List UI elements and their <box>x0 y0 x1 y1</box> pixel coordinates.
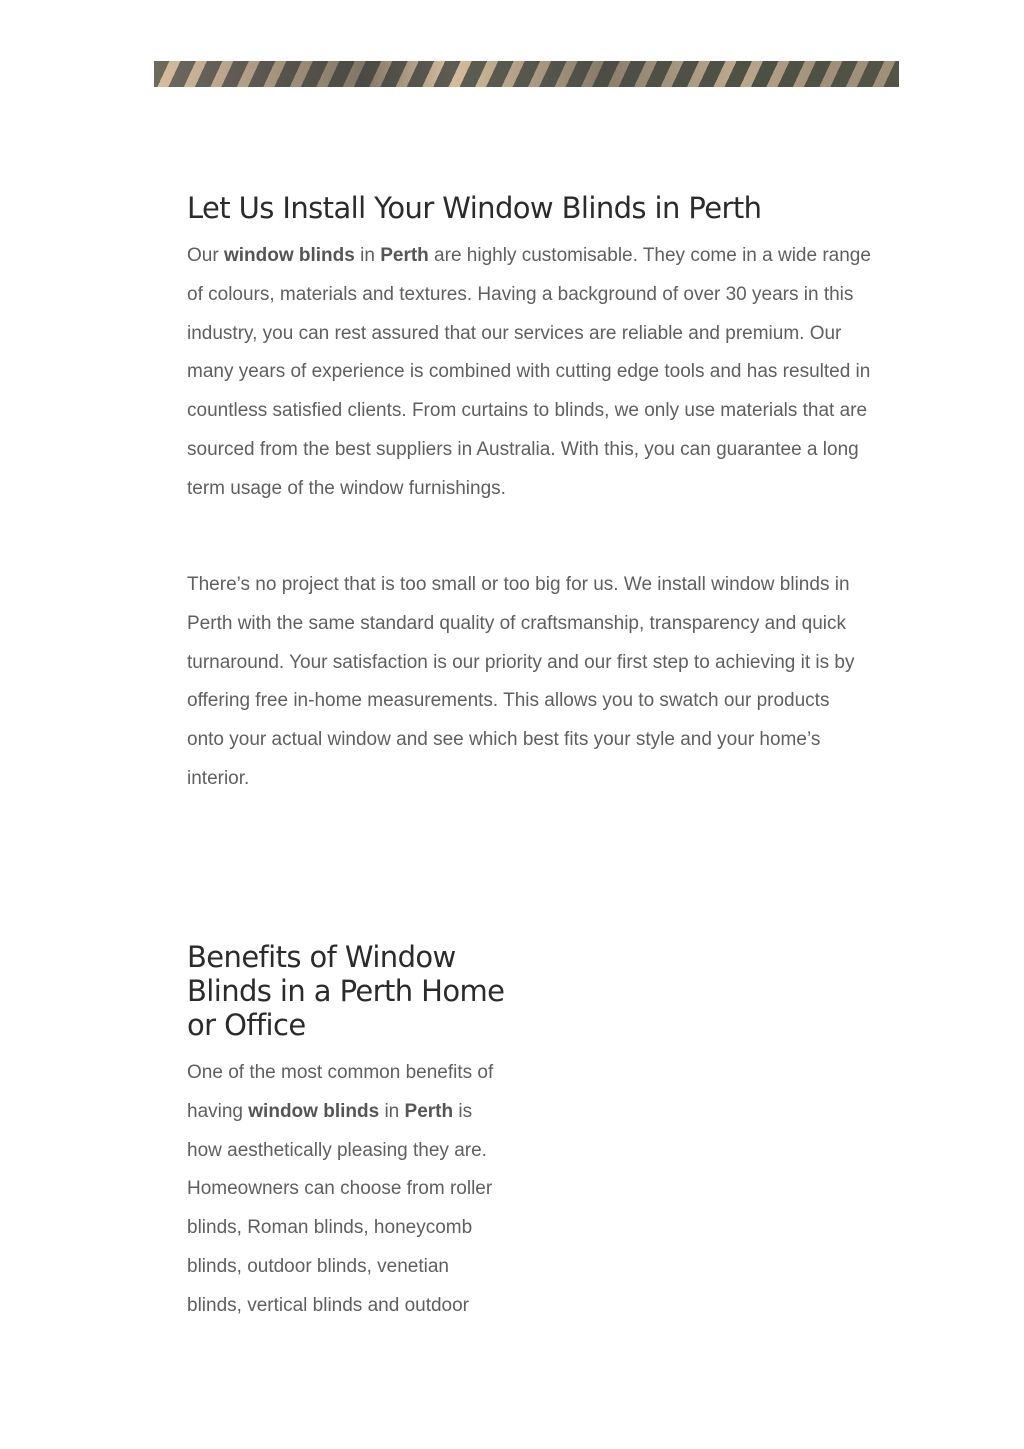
benefits-paragraph <box>187 1054 499 1326</box>
benefits-section-heading: Benefits of Window Blinds in a Perth Home or Office <box>187 940 505 1042</box>
install-paragraph-1-text-c: are highly customisable. They come in a wide range of colours, materials and textures. Having a background of over 30 years in this industry, you can rest assured that our services are reliable and premium. Our many years of experience is combined with cutting edge tools and has resulted in countless satisfied clients. From curtains to blinds, we only use materials that are sourced from the best suppliers in Australia. With this, you can guarantee a long term usage of the window furnishings. <box>187 245 871 499</box>
install-paragraph-1-keyword-perth: Perth <box>380 245 429 266</box>
benefits-paragraph-text-a: One of the most common benefits of having <box>187 1062 494 1122</box>
hero-banner-shadow <box>154 61 899 87</box>
install-section-heading: Let Us Install Your Window Blinds in Perth <box>187 191 762 225</box>
install-paragraph-2: There’s no project that is too small or too big for us. We install window blinds in Perth with the same standard quality of craftsmanship, transparency and quick turnaround. Your satisfaction is our priority and our first step to achieving it is by offering free in-home measurements. This allows you to swatch our products onto your actual window and see which best fits your style and your home’s interior. <box>187 574 855 789</box>
install-paragraph-1-text-b: in <box>354 245 381 266</box>
install-paragraph-1-keyword-window-blinds: window blinds <box>223 245 355 266</box>
install-paragraph-1-text-a: Our <box>187 245 224 266</box>
benefits-paragraph-text-c: is how aesthetically pleasing they are. Homeowners can choose from roller blinds, Roman blinds, honeycomb blinds, outdoor blinds, venetian blinds, vertical blinds and outdoor <box>187 1100 493 1316</box>
benefits-paragraph-keyword-window-blinds: window blinds <box>248 1100 380 1122</box>
benefits-paragraph-text-b: in <box>379 1100 405 1122</box>
hero-banner-image <box>154 61 899 87</box>
install-paragraph-1 <box>187 237 871 509</box>
benefits-paragraph-keyword-perth: Perth <box>404 1100 454 1122</box>
